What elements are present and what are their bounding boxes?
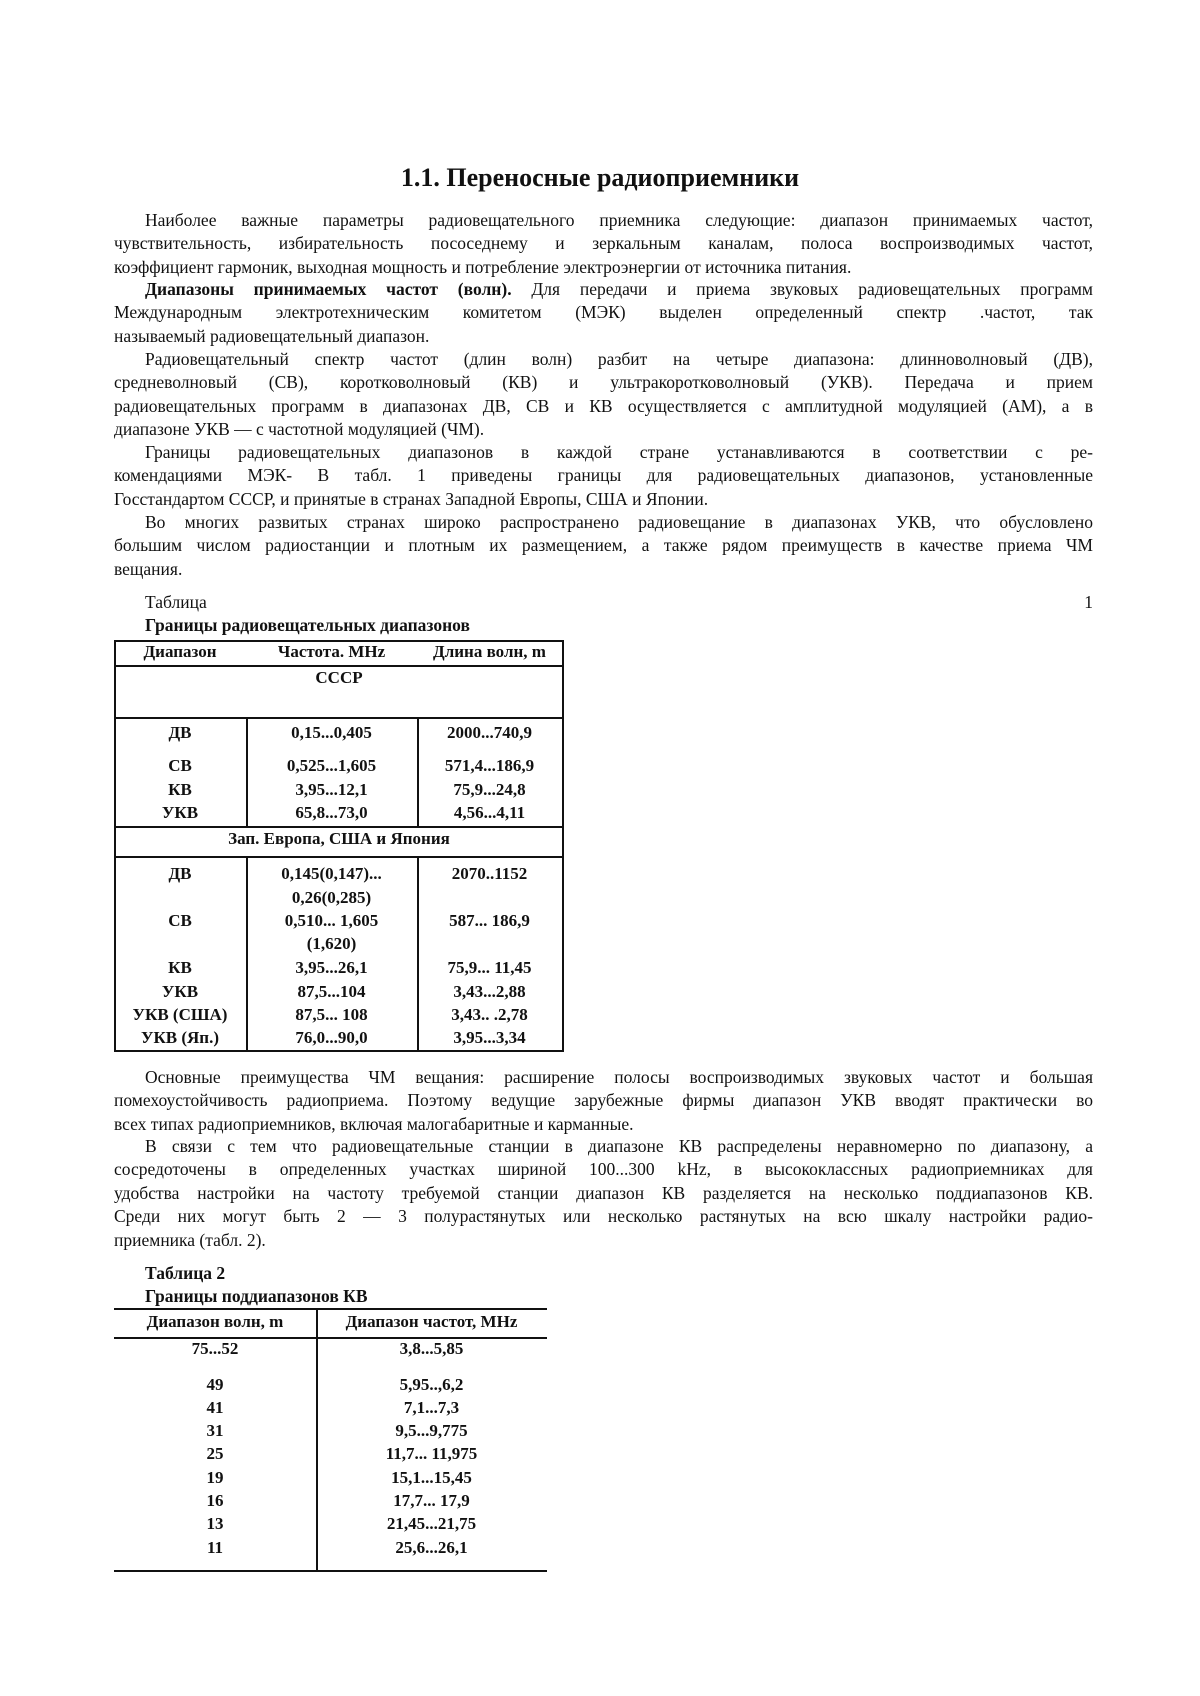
- text-line: Во многих развитых странах широко распространено радиовещание в диапазонах УКВ, что обусловлено: [145, 511, 1093, 534]
- text-line: удобства настройки на частоту требуемой станции диапазон КВ разделяется на несколько поддиапазонов КВ.: [114, 1182, 1093, 1205]
- text-line: Среди них могут быть 2 — 3 полурастянутых или несколько растянутых на всю шкалу настройки радио-: [114, 1205, 1093, 1228]
- table1-cell: [417, 933, 562, 955]
- table1-cell: 87,5... 108: [246, 1004, 417, 1026]
- text-line: вещания.: [114, 558, 1093, 581]
- text-line: [145, 278, 1093, 301]
- table1-cell: ДВ: [114, 722, 246, 744]
- table1-cell: УКВ (Яп.): [114, 1027, 246, 1049]
- table1-header: Частота. MHz: [246, 641, 417, 663]
- table1-cell: КВ: [114, 779, 246, 801]
- table1-section-title: Зап. Европа, США и Япония: [114, 828, 564, 850]
- text-line: Международным электротехническим комитетом (МЭК) выделен определенный спектр .частот, так: [114, 301, 1093, 324]
- table2-cell: 9,5...9,775: [316, 1420, 547, 1442]
- table2-cell: 11: [114, 1537, 316, 1559]
- table1-cell: [114, 887, 246, 909]
- table1-section-title: СССР: [114, 667, 564, 689]
- table1-cell: 3,95...26,1: [246, 957, 417, 979]
- table1-header: Диапазон: [114, 641, 246, 663]
- table-rule: [114, 717, 564, 719]
- table2-cell: 15,1...15,45: [316, 1467, 547, 1489]
- table1-cell: УКВ (США): [114, 1004, 246, 1026]
- table1-cell: СВ: [114, 910, 246, 932]
- table1-cell: УКВ: [114, 802, 246, 824]
- table1-cell: 3,43.. .2,78: [417, 1004, 562, 1026]
- table1-cell: 76,0...90,0: [246, 1027, 417, 1049]
- table2-cell: 19: [114, 1467, 316, 1489]
- table2-cell: 3,8...5,85: [316, 1338, 547, 1360]
- table1-cell: ДВ: [114, 863, 246, 885]
- text-line: Границы радиовещательных диапазонов в каждой стране устанавливаются в соответствии с ре-: [145, 441, 1093, 464]
- table1-cell: 87,5...104: [246, 981, 417, 1003]
- table1-header: Длина волн, m: [417, 641, 562, 663]
- table1-cell: 3,95...12,1: [246, 779, 417, 801]
- text-line: коэффициент гармоник, выходная мощность и потребление электроэнергии от источника питания.: [114, 256, 1093, 279]
- table2-label: Таблица 2: [145, 1262, 1093, 1285]
- table1-cell: 0,525...1,605: [246, 755, 417, 777]
- table2-cell: 5,95..,6,2: [316, 1374, 547, 1396]
- table1-cell: 0,26(0,285): [246, 887, 417, 909]
- table2-cell: 25: [114, 1443, 316, 1465]
- text-line: чувствительность, избирательность пососеднему и зеркальным каналам, полоса воспроизводимых частот,: [114, 232, 1093, 255]
- text-line: приемника (табл. 2).: [114, 1229, 1093, 1252]
- table2-cell: 31: [114, 1420, 316, 1442]
- table1-cell: 571,4...186,9: [417, 755, 562, 777]
- bold-lead: Диапазоны принимаемых частот (волн).: [145, 279, 512, 299]
- table2-caption: Границы поддиапазонов КВ: [145, 1285, 1093, 1308]
- text-line: большим числом радиостанции и плотным их размещением, а также рядом преимуществ в качестве приема ЧМ: [114, 534, 1093, 557]
- table1-cell: [417, 887, 562, 909]
- table1-caption: Границы радиовещательных диапазонов: [145, 614, 1093, 637]
- text-line: называемый радиовещательный диапазон.: [114, 325, 1093, 348]
- text-line: диапазоне УКВ — с частотной модуляцией (ЧМ).: [114, 418, 1093, 441]
- table1-cell: 0,145(0,147)...: [246, 863, 417, 885]
- table2-cell: 17,7... 17,9: [316, 1490, 547, 1512]
- table1-cell: [114, 933, 246, 955]
- text-line: Основные преимущества ЧМ вещания: расширение полосы воспроизводимых звуковых частот и большая: [145, 1066, 1093, 1089]
- table1-cell: 75,9...24,8: [417, 779, 562, 801]
- page-title: 1.1. Переносные радиоприемники: [0, 162, 1200, 194]
- table1-cell: 4,56...4,11: [417, 802, 562, 824]
- table-rule: [114, 856, 564, 858]
- text-line: Радиовещательный спектр частот (длин волн) разбит на четыре диапазона: длинноволновый (ДВ),: [145, 348, 1093, 371]
- table1-cell: СВ: [114, 755, 246, 777]
- table1-cell: 3,95...3,34: [417, 1027, 562, 1049]
- text-line: Наиболее важные параметры радиовещательного приемника следующие: диапазон принимаемых частот,: [145, 209, 1093, 232]
- text-line: помехоустойчивость радиоприема. Поэтому ведущие зарубежные фирмы диапазон УКВ вводят практически во: [114, 1089, 1093, 1112]
- table1-cell: КВ: [114, 957, 246, 979]
- table1-cell: 2000...740,9: [417, 722, 562, 744]
- table2-cell: 16: [114, 1490, 316, 1512]
- table-rule: [114, 1570, 547, 1572]
- text-span: Для передачи и приема звуковых радиовещательных программ: [512, 279, 1093, 299]
- table1-cell: 0,15...0,405: [246, 722, 417, 744]
- table1-cell: 2070..1152: [417, 863, 562, 885]
- text-line: радиовещательных программ в диапазонах ДВ, СВ и КВ осуществляется с амплитудной модуляцией (АМ), а в: [114, 395, 1093, 418]
- text-line: всех типах радиоприемников, включая малогабаритные и карманные.: [114, 1113, 1093, 1136]
- table2-cell: 21,45...21,75: [316, 1513, 547, 1535]
- table-rule: [114, 1050, 564, 1052]
- table1-cell: УКВ: [114, 981, 246, 1003]
- table1-cell: (1,620): [246, 933, 417, 955]
- table2-cell: 7,1...7,3: [316, 1397, 547, 1419]
- table1-cell: 75,9... 11,45: [417, 957, 562, 979]
- table1-label: Таблица 1: [145, 591, 1093, 614]
- table2-cell: 41: [114, 1397, 316, 1419]
- table1-cell: 3,43...2,88: [417, 981, 562, 1003]
- table2-header: Диапазон волн, m: [114, 1311, 316, 1333]
- table2-cell: 11,7... 11,975: [316, 1443, 547, 1465]
- table2-cell: 49: [114, 1374, 316, 1396]
- text-line: комендациями МЭК- В табл. 1 приведены границы для радиовещательных диапазонов, установленные: [114, 464, 1093, 487]
- table2-cell: 25,6...26,1: [316, 1537, 547, 1559]
- text-line: В связи с тем что радиовещательные станции в диапазоне КВ распределены неравномерно по диапазону, а: [145, 1135, 1093, 1158]
- table2-cell: 13: [114, 1513, 316, 1535]
- table2-cell: 75...52: [114, 1338, 316, 1360]
- text-line: средневолновый (СВ), коротковолновый (КВ) и ультракоротковолновый (УКВ). Передача и прием: [114, 371, 1093, 394]
- text-line: Госстандартом СССР, и принятые в странах Западной Европы, США и Японии.: [114, 488, 1093, 511]
- table2-header: Диапазон частот, MHz: [316, 1311, 547, 1333]
- table1-cell: 587... 186,9: [417, 910, 562, 932]
- text-line: сосредоточены в определенных участках шириной 100...300 kHz, в высококлассных радиоприемниках для: [114, 1158, 1093, 1181]
- table1-cell: 65,8...73,0: [246, 802, 417, 824]
- table-rule: [114, 1308, 547, 1310]
- table1-cell: 0,510... 1,605: [246, 910, 417, 932]
